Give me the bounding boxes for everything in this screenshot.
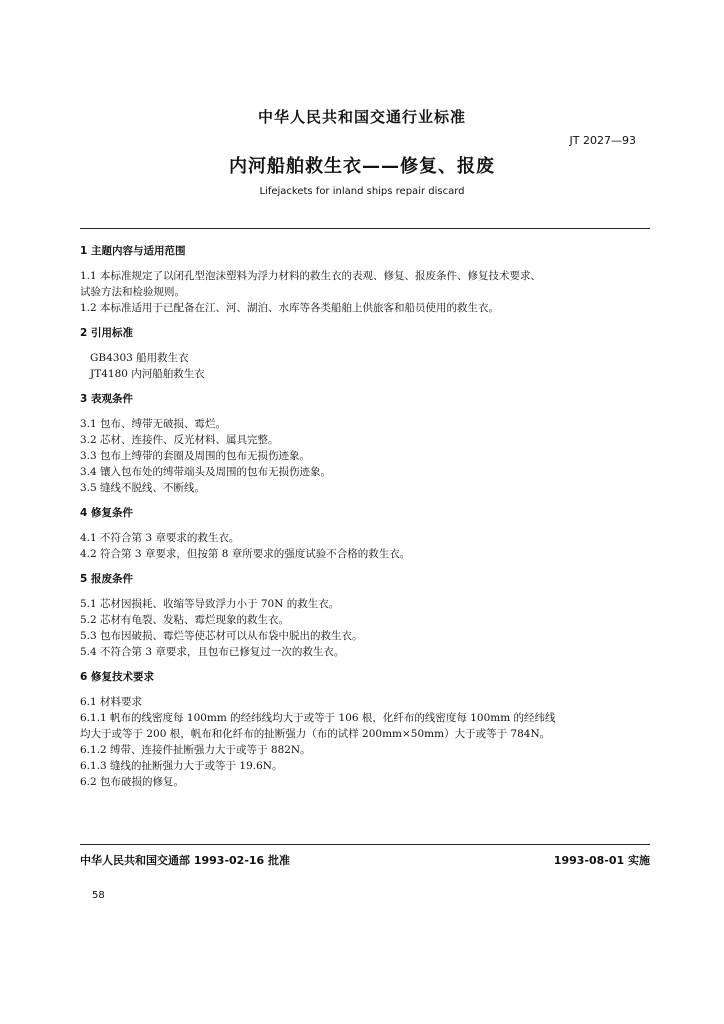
- clause-text: 5.3 包布因破损、霉烂等使芯材可以从布袋中脱出的救生衣。: [80, 630, 363, 642]
- english-title: Lifejackets for inland ships repair discard: [259, 186, 465, 197]
- bottom-divider: [80, 844, 650, 845]
- clause-text: 4.1 不符合第 3 章要求的救生衣。: [80, 532, 240, 544]
- reference-item: JT4180 内河船舶救生衣: [90, 368, 205, 380]
- clause-text: 6.2 包布破损的修复。: [80, 776, 185, 788]
- section-heading: 1 主题内容与适用范围: [80, 245, 186, 257]
- reference-item: GB4303 船用救生衣: [90, 352, 189, 364]
- section-heading: 5 报废条件: [80, 573, 133, 585]
- clause-text: 3.1 包布、缚带无破损、霉烂。: [80, 418, 227, 430]
- clause-text: 3.3 包布上缚带的套圈及周围的包布无损伤迹象。: [80, 450, 311, 462]
- section-heading: 2 引用标准: [80, 327, 133, 339]
- section-heading: 6 修复技术要求: [80, 671, 154, 683]
- document-title: 内河船舶救生衣——修复、报废: [229, 156, 495, 177]
- clause-text: 试验方法和检验规则。: [80, 286, 185, 298]
- clause-text: 均大于或等于 200 根，帆布和化纤布的扯断强力（布的试样 200mm×50mm）大于或等于 784N。: [80, 728, 551, 740]
- section-heading: 4 修复条件: [80, 507, 133, 519]
- clause-text: 5.2 芯材有龟裂、发粘、霉烂现象的救生衣。: [80, 614, 290, 626]
- clause-text: 6.1.2 缚带、连接件扯断强力大于或等于 882N。: [80, 744, 311, 756]
- top-divider: [80, 228, 650, 229]
- section-heading: 3 表观条件: [80, 393, 133, 405]
- effective-date: 1993-08-01 实施: [553, 854, 650, 867]
- clause-text: 3.5 缝线不脱线、不断线。: [80, 482, 206, 494]
- clause-text: 4.2 符合第 3 章要求，但按第 8 章所要求的强度试验不合格的救生衣。: [80, 548, 411, 560]
- clause-text: 1.1 本标准规定了以闭孔型泡沫塑料为浮力材料的救生衣的表观、修复、报废条件、修复技术要求、: [80, 270, 542, 282]
- clause-text: 6.1 材料要求: [80, 696, 143, 708]
- issuing-organization: 中华人民共和国交通行业标准: [257, 108, 466, 126]
- approval-date: 中华人民共和国交通部 1993-02-16 批准: [80, 854, 291, 867]
- page-number: 58: [92, 890, 105, 901]
- document-body: [80, 244, 652, 790]
- standard-code: JT 2027—93: [569, 134, 636, 147]
- clause-text: 5.1 芯材因损耗、收缩等导致浮力小于 70N 的救生衣。: [80, 598, 340, 610]
- clause-text: 6.1.1 帆布的线密度每 100mm 的经纬线均大于或等于 106 根，化纤布的线密度每 100mm 的经纬线: [80, 712, 556, 724]
- clause-text: 6.1.3 缝线的扯断强力大于或等于 19.6N。: [80, 760, 283, 772]
- clause-text: 3.4 镶入包布处的缚带端头及周围的包布无损伤迹象。: [80, 466, 332, 478]
- clause-text: 3.2 芯材、连接件、反光材料、属具完整。: [80, 434, 279, 446]
- clause-text: 5.4 不符合第 3 章要求，且包布已修复过一次的救生衣。: [80, 646, 345, 658]
- clause-text: 1.2 本标准适用于已配备在江、河、湖泊、水库等各类船舶上供旅客和船员使用的救生衣。: [80, 302, 500, 314]
